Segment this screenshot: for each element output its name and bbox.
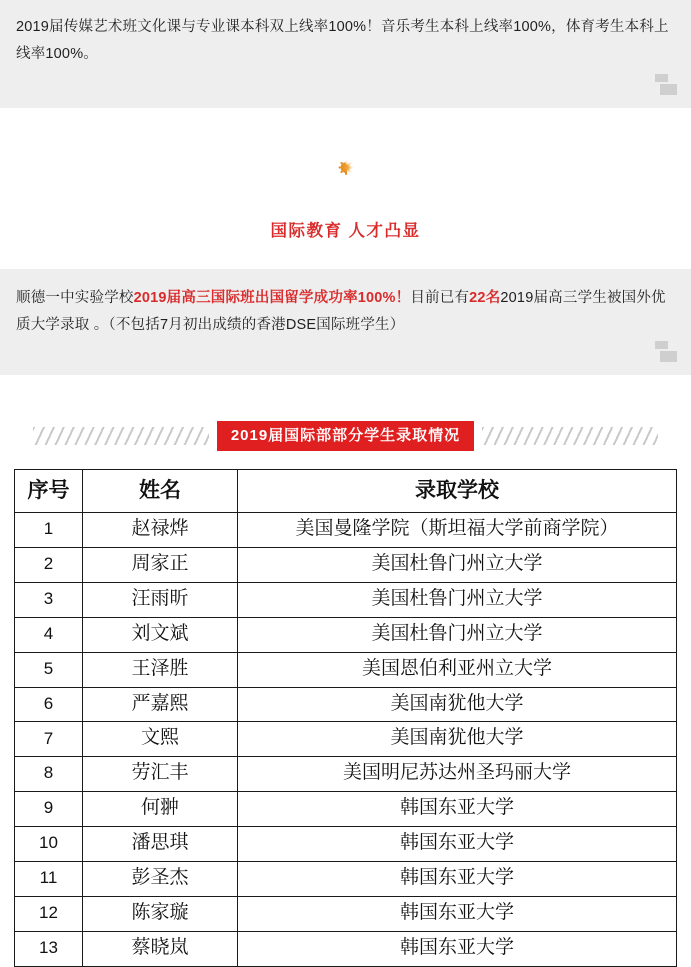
table-wrap [0,469,691,967]
cell-no: 10 [15,827,83,862]
hatch-decoration-left-icon [33,427,209,445]
cell-school: 韩国东亚大学 [238,827,677,862]
cell-no: 1 [15,513,83,548]
cell-school: 美国恩伯利亚州立大学 [238,652,677,687]
cell-name: 严嘉熙 [83,687,238,722]
cell-name: 彭圣杰 [83,862,238,897]
cell-name: 文熙 [83,722,238,757]
banner-label: 2019届国际部部分学生录取情况 [217,421,474,451]
cell-no: 8 [15,757,83,792]
banner-row [0,375,691,469]
sparkle-icon [329,150,363,184]
column-header-no: 序号 [15,470,83,513]
table-row [15,722,677,757]
table-row [15,757,677,792]
second-note-highlight2: 22名 [469,290,501,306]
section-heading: 国际教育 人才凸显 [270,222,421,240]
table-row [15,582,677,617]
corner-decoration-icon [655,74,677,96]
cell-name: 周家正 [83,547,238,582]
cell-no: 9 [15,792,83,827]
table-header-row [15,470,677,513]
cell-no: 13 [15,931,83,966]
top-note-block [0,0,691,108]
second-note-block [0,269,691,375]
cell-name: 蔡晓岚 [83,931,238,966]
cell-name: 何翀 [83,792,238,827]
cell-name: 汪雨昕 [83,582,238,617]
second-note-highlight1: 2019届高三国际班出国留学成功率100%！ [133,290,411,306]
table-row [15,687,677,722]
cell-no: 3 [15,582,83,617]
cell-school: 美国南犹他大学 [238,722,677,757]
cell-no: 12 [15,896,83,931]
table-row [15,513,677,548]
second-note-part1: 顺德一中实验学校 [16,290,134,306]
table-body [15,513,677,967]
table-row [15,652,677,687]
cell-name: 陈家璇 [83,896,238,931]
cell-school: 美国南犹他大学 [238,687,677,722]
table-row [15,617,677,652]
table-row [15,931,677,966]
admissions-table [14,469,677,967]
column-header-name: 姓名 [83,470,238,513]
cell-name: 潘思琪 [83,827,238,862]
table-row [15,547,677,582]
cell-no: 11 [15,862,83,897]
second-note-part3: 2019届高三学生被国外优质大学录取 。（不包括7月初出成绩的香港DSE国际班学生） [16,290,666,333]
top-note-text: 2019届传媒艺术班文化课与专业课本科双上线率100%！音乐考生本科上线率100%，体育考生本科上线率100%。 [16,19,669,62]
cell-no: 2 [15,547,83,582]
table-row [15,896,677,931]
cell-no: 7 [15,722,83,757]
cell-school: 美国杜鲁门州立大学 [238,582,677,617]
cell-school: 韩国东亚大学 [238,862,677,897]
sparkle-divider [0,108,691,193]
second-note-text [16,285,675,339]
table-row [15,827,677,862]
cell-school: 美国曼隆学院（斯坦福大学前商学院） [238,513,677,548]
cell-no: 5 [15,652,83,687]
cell-name: 赵禄烨 [83,513,238,548]
cell-no: 6 [15,687,83,722]
table-row [15,862,677,897]
cell-name: 刘文斌 [83,617,238,652]
table-row [15,792,677,827]
second-note-part2: 目前已有 [410,290,470,306]
column-header-school: 录取学校 [238,470,677,513]
cell-school: 美国明尼苏达州圣玛丽大学 [238,757,677,792]
corner-decoration-icon-2 [655,341,677,363]
cell-school: 美国杜鲁门州立大学 [238,547,677,582]
hatch-decoration-right-icon [482,427,658,445]
cell-school: 韩国东亚大学 [238,896,677,931]
cell-school: 韩国东亚大学 [238,931,677,966]
cell-school: 韩国东亚大学 [238,792,677,827]
cell-name: 王泽胜 [83,652,238,687]
cell-school: 美国杜鲁门州立大学 [238,617,677,652]
cell-name: 劳汇丰 [83,757,238,792]
cell-no: 4 [15,617,83,652]
